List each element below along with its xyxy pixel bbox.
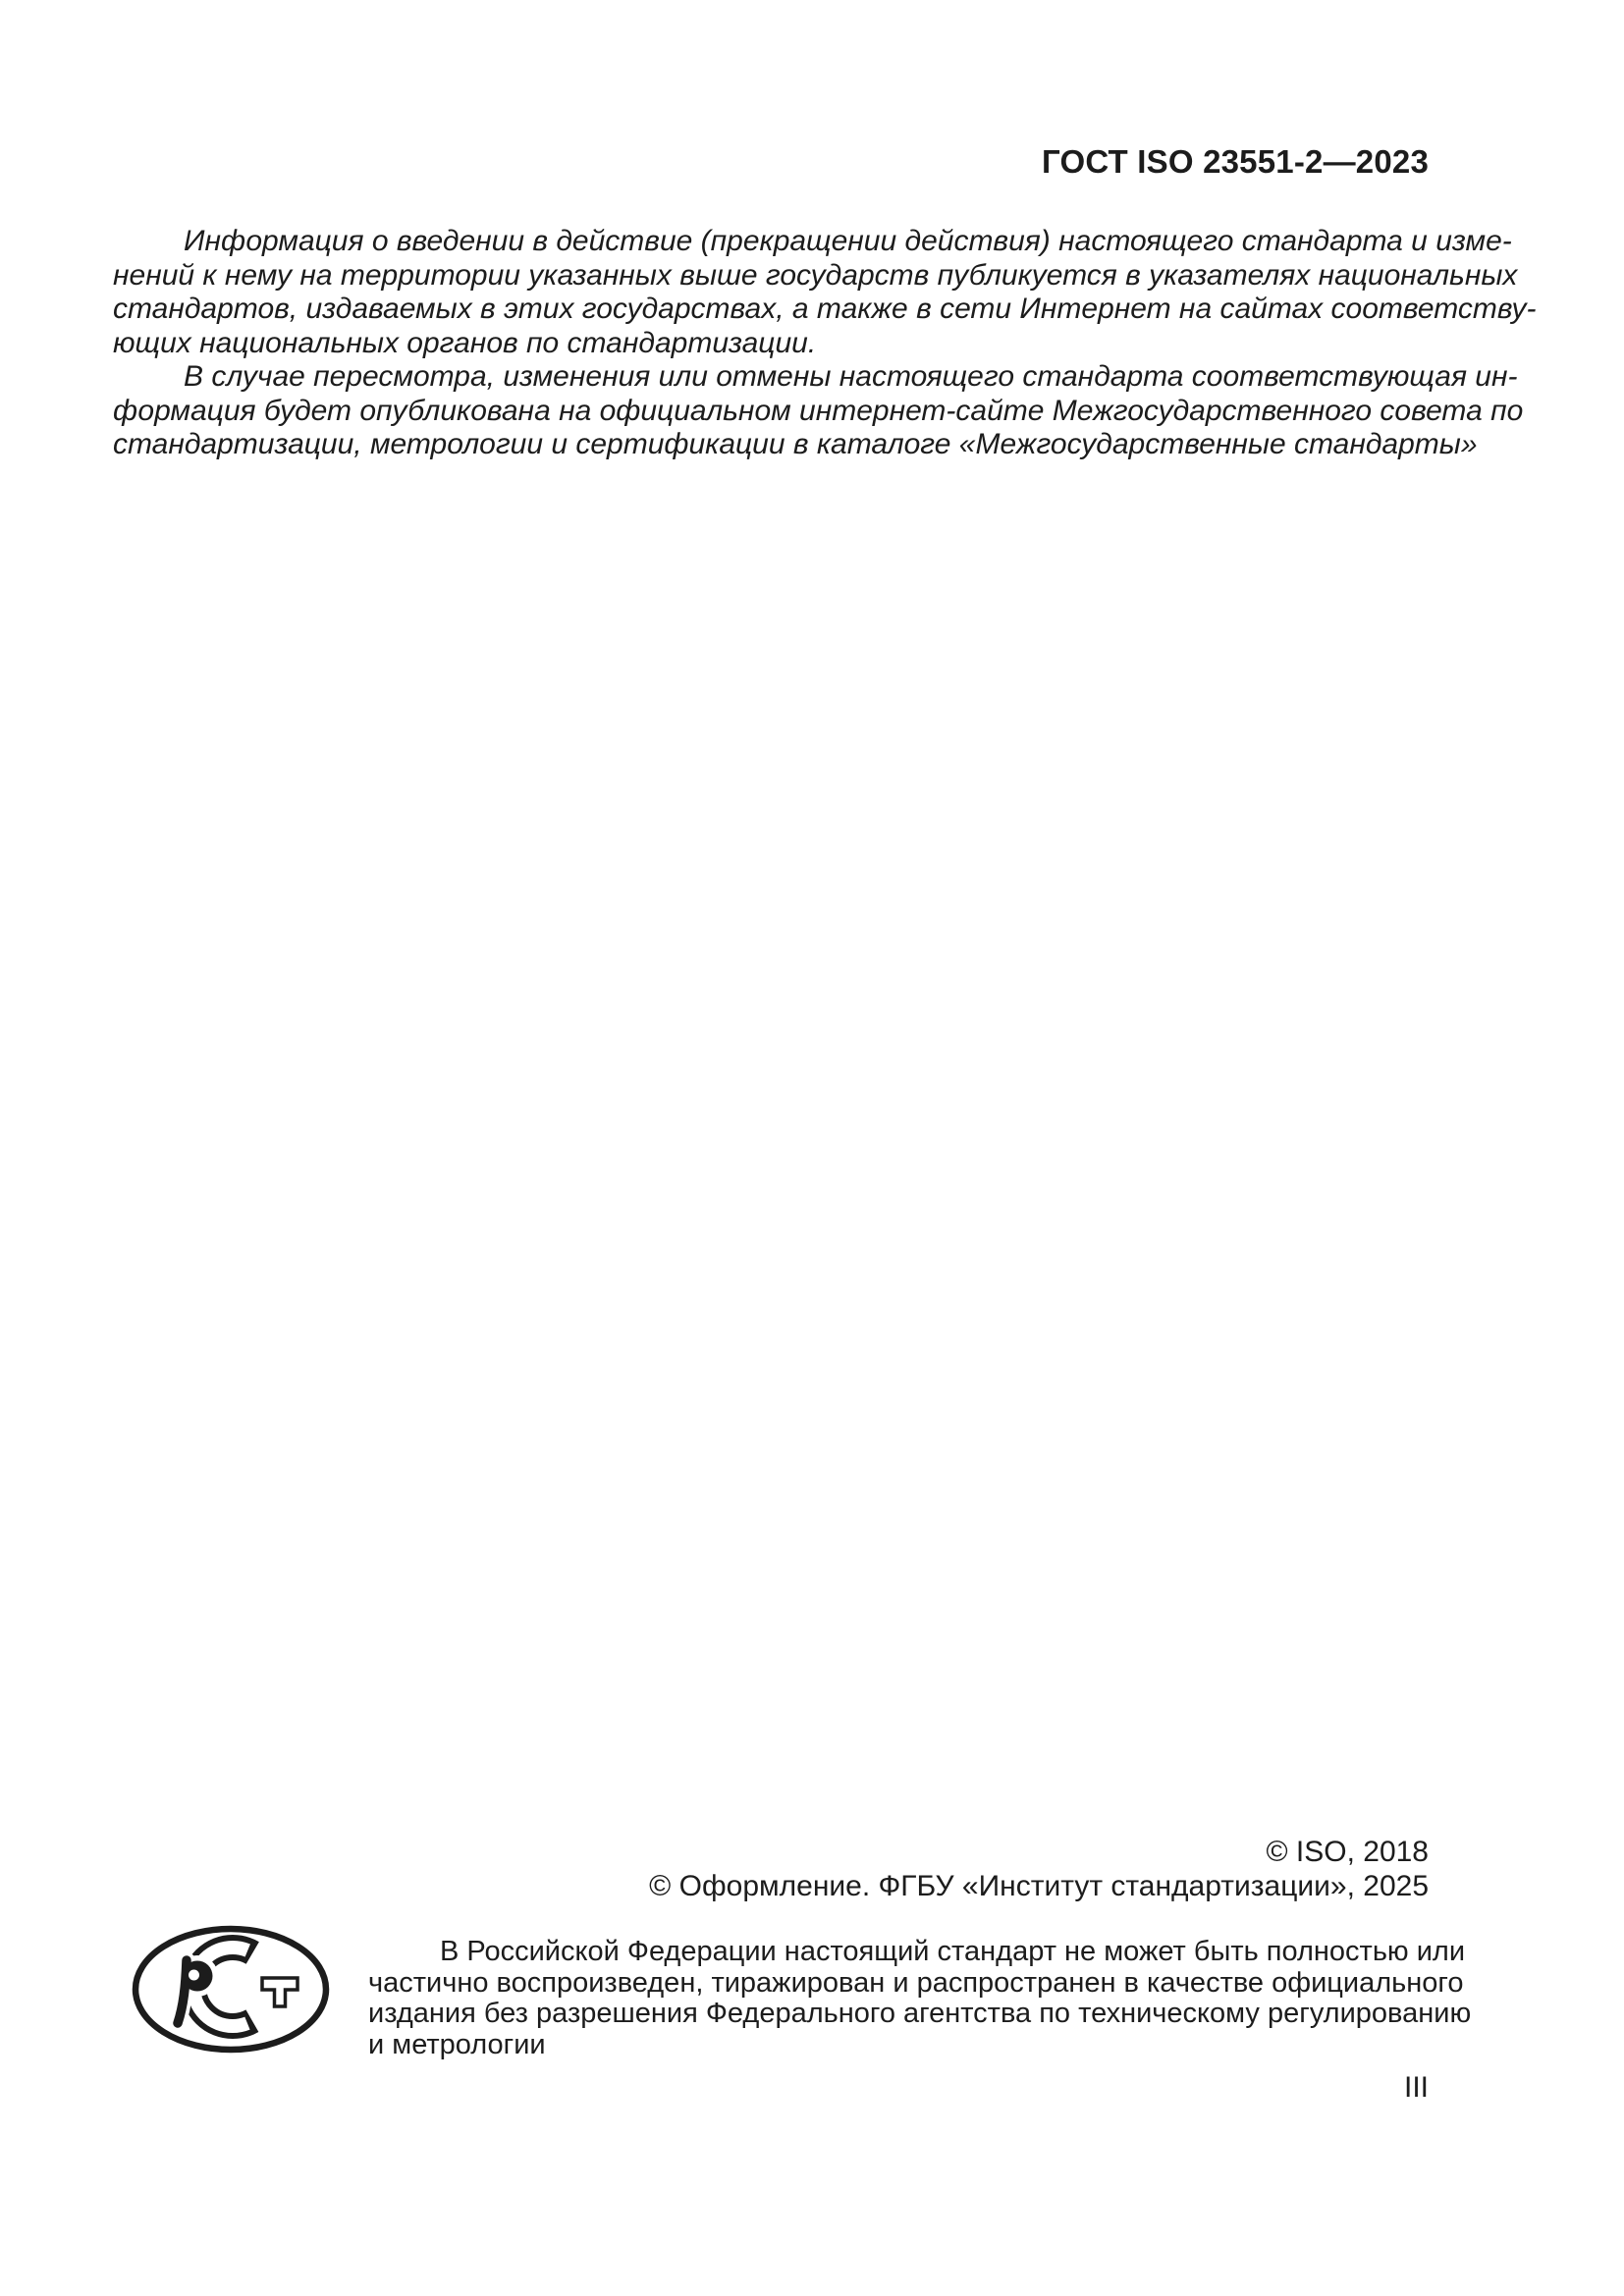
text-line: стандартизации, метрологии и сертификации в каталоге «Межгосударственные стандарты» (113, 428, 1478, 460)
text-line: В случае пересмотра, изменения или отмены настоящего стандарта соответствующая ин- (184, 360, 1518, 393)
text-line: ющих национальных органов по стандартизации. (113, 326, 817, 359)
text-line: формация будет опубликована на официальном интернет-сайте Межгосударственного совета по (113, 394, 1524, 427)
text-line: В Российской Федерации настоящий стандарт не может быть полностью или (440, 1936, 1466, 1967)
intro-note (113, 225, 1537, 462)
copyright-design: © Оформление. ФГБУ «Институт стандартизации», 2025 (649, 1870, 1429, 1902)
text-line: Информация о введении в действие (прекращении действия) настоящего стандарта и изме- (184, 225, 1512, 257)
reproduction-restriction-note (368, 1936, 1472, 2060)
intro-paragraph-1 (113, 225, 1537, 360)
text-line: нений к нему на территории указанных выше государств публикуется в указателях национальных (113, 258, 1518, 292)
text-line: частично воспроизведен, тиражирован и распространен в качестве официального (368, 1966, 1464, 1999)
copyright-block (113, 1835, 1429, 1903)
page-number: III (1403, 2071, 1429, 2104)
intro-paragraph-2 (113, 360, 1524, 462)
rst-certification-mark-icon (132, 1925, 330, 2054)
document-code-header: ГОСТ ISO 23551-2—2023 (1041, 143, 1429, 180)
text-line: издания без разрешения Федерального агентства по техническому регулированию (368, 1998, 1472, 2029)
text-line: стандартов, издаваемых в этих государствах, а также в сети Интернет на сайтах соответству- (113, 293, 1537, 325)
text-line: и метрологии (368, 2028, 546, 2060)
copyright-iso: © ISO, 2018 (1266, 1836, 1429, 1868)
